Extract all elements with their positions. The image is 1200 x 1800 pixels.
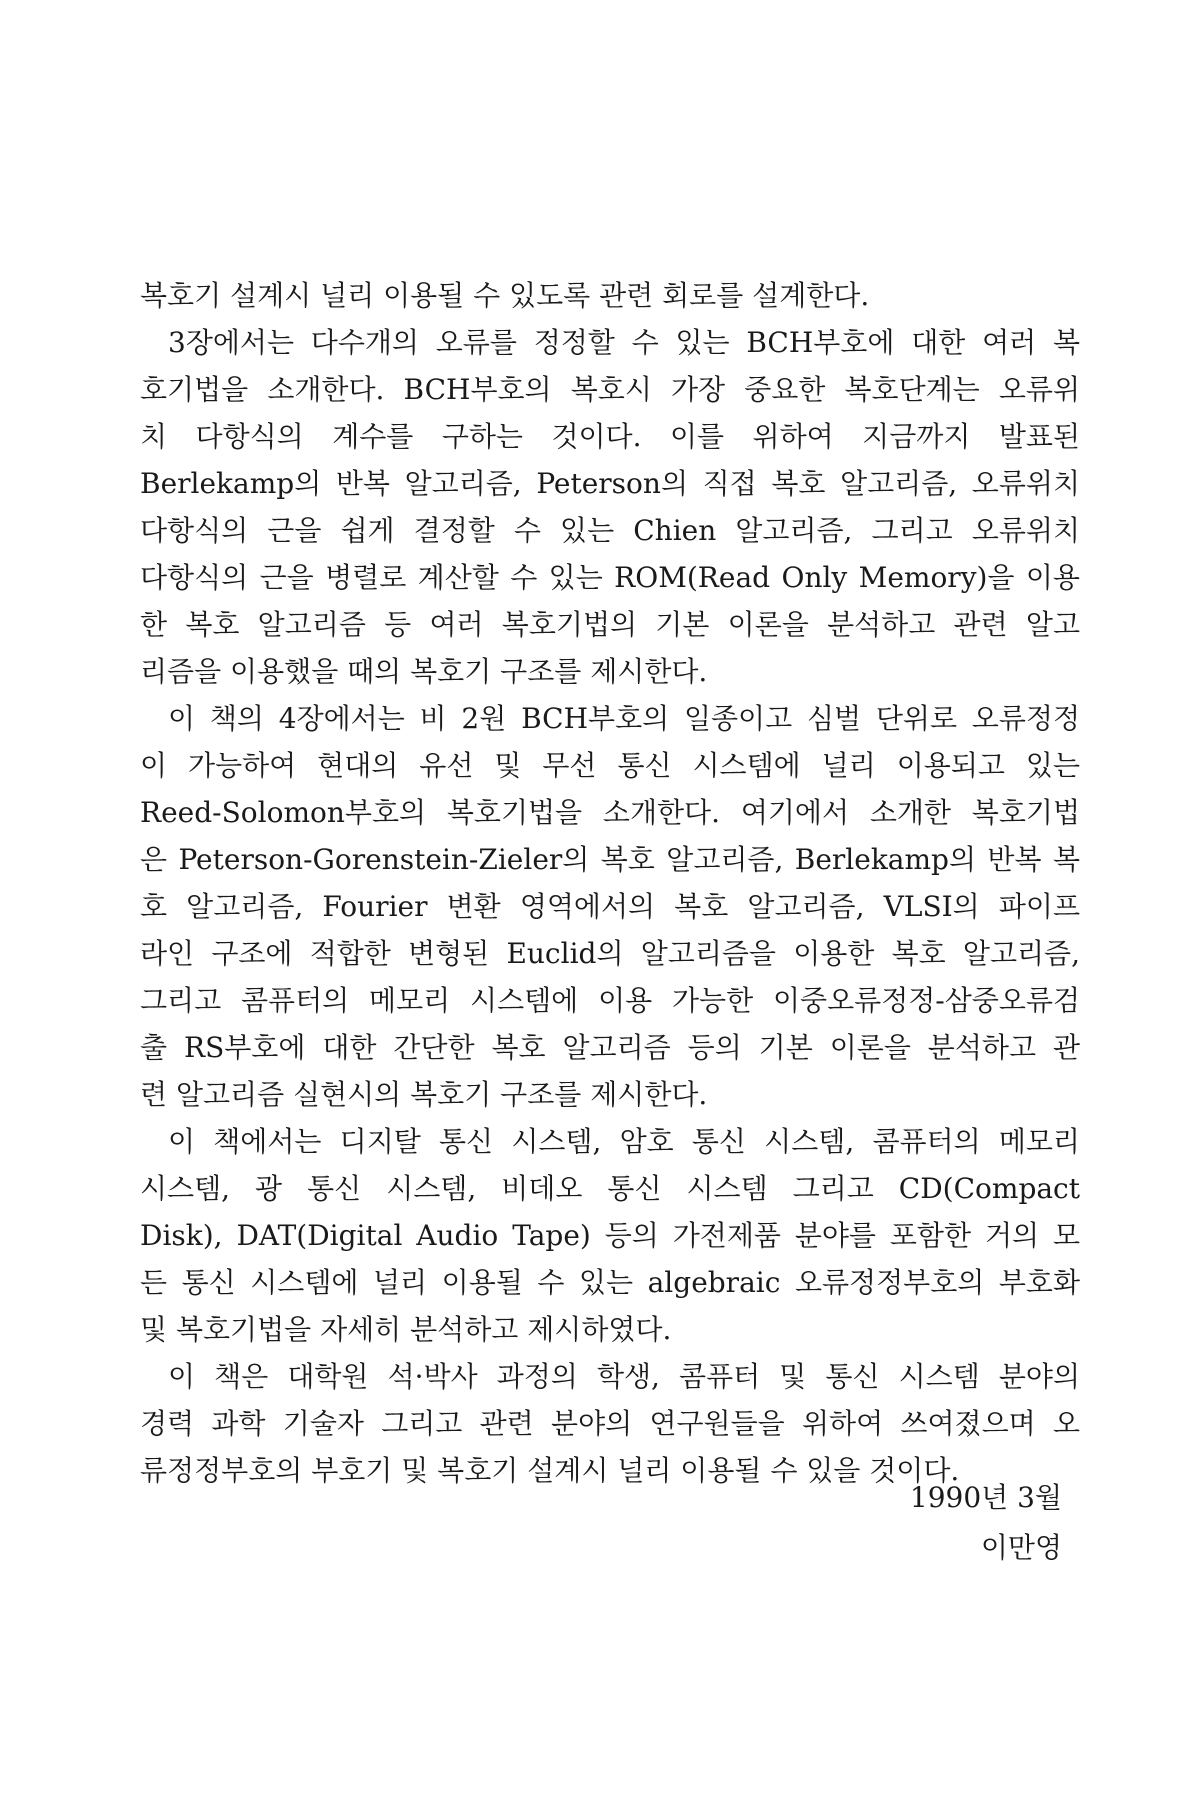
text-line: 이 책에서는 디지탈 통신 시스템, 암호 통신 시스템, 콤퓨터의 메모리 bbox=[168, 1125, 1080, 1158]
text-line: 경력 과학 기술자 그리고 관련 분야의 연구원들을 위하여 쓰여졌으며 오 bbox=[140, 1407, 1080, 1440]
text-line: 3장에서는 다수개의 오류를 정정할 수 있는 BCH부호에 대한 여러 복 bbox=[168, 326, 1080, 359]
text-line: 다항식의 근을 병렬로 계산할 수 있는 ROM(Read Only Memory)을 이용 bbox=[140, 561, 1080, 594]
text-line: Reed-Solomon부호의 복호기법을 소개한다. 여기에서 소개한 복호기법 bbox=[140, 796, 1080, 829]
text-line: 시스템, 광 통신 시스템, 비데오 통신 시스템 그리고 CD(Compact bbox=[140, 1172, 1080, 1205]
text-line: 출 RS부호에 대한 간단한 복호 알고리즘 등의 기본 이론을 분석하고 관 bbox=[140, 1031, 1080, 1064]
text-line: 이 책은 대학원 석·박사 과정의 학생, 콤퓨터 및 통신 시스템 분야의 bbox=[168, 1360, 1080, 1393]
text-line: 복호기 설계시 널리 이용될 수 있도록 관련 회로를 설계한다. bbox=[140, 279, 870, 312]
text-line: 이 가능하여 현대의 유선 및 무선 통신 시스템에 널리 이용되고 있는 bbox=[140, 749, 1080, 782]
text-line: 호 알고리즘, Fourier 변환 영역에서의 복호 알고리즘, VLSI의 파이프 bbox=[140, 890, 1080, 923]
text-line: 라인 구조에 적합한 변형된 Euclid의 알고리즘을 이용한 복호 알고리즘, bbox=[140, 937, 1080, 970]
text-line: 다항식의 근을 쉽게 결정할 수 있는 Chien 알고리즘, 그리고 오류위치 bbox=[140, 514, 1080, 547]
preface-body bbox=[140, 272, 1080, 1494]
signature-date: 1990년 3월 bbox=[909, 1481, 1062, 1514]
text-line: 리즘을 이용했을 때의 복호기 구조를 제시한다. bbox=[140, 655, 708, 688]
text-line: Berlekamp의 반복 알고리즘, Peterson의 직접 복호 알고리즘, 오류위치 bbox=[140, 467, 1080, 500]
signature-name: 이만영 bbox=[980, 1531, 1062, 1564]
text-line: 호기법을 소개한다. BCH부호의 복호시 가장 중요한 복호단계는 오류위 bbox=[140, 373, 1080, 406]
text-line: Disk), DAT(Digital Audio Tape) 등의 가전제품 분야를 포함한 거의 모 bbox=[140, 1219, 1080, 1252]
text-line: 한 복호 알고리즘 등 여러 복호기법의 기본 이론을 분석하고 관련 알고 bbox=[140, 608, 1080, 641]
text-line: 및 복호기법을 자세히 분석하고 제시하였다. bbox=[140, 1313, 672, 1346]
text-line: 든 통신 시스템에 널리 이용될 수 있는 algebraic 오류정정부호의 부호화 bbox=[140, 1266, 1080, 1299]
text-line: 이 책의 4장에서는 비 2원 BCH부호의 일종이고 심벌 단위로 오류정정 bbox=[168, 702, 1080, 735]
text-line: 그리고 콤퓨터의 메모리 시스템에 이용 가능한 이중오류정정-삼중오류검 bbox=[140, 984, 1080, 1017]
text-line: 치 다항식의 계수를 구하는 것이다. 이를 위하여 지금까지 발표된 bbox=[140, 420, 1080, 453]
text-line: 련 알고리즘 실현시의 복호기 구조를 제시한다. bbox=[140, 1078, 708, 1111]
text-line: 류정정부호의 부호기 및 복호기 설계시 널리 이용될 수 있을 것이다. bbox=[140, 1454, 960, 1487]
text-line: 은 Peterson-Gorenstein-Zieler의 복호 알고리즘, Berlekamp의 반복 복 bbox=[140, 843, 1080, 876]
